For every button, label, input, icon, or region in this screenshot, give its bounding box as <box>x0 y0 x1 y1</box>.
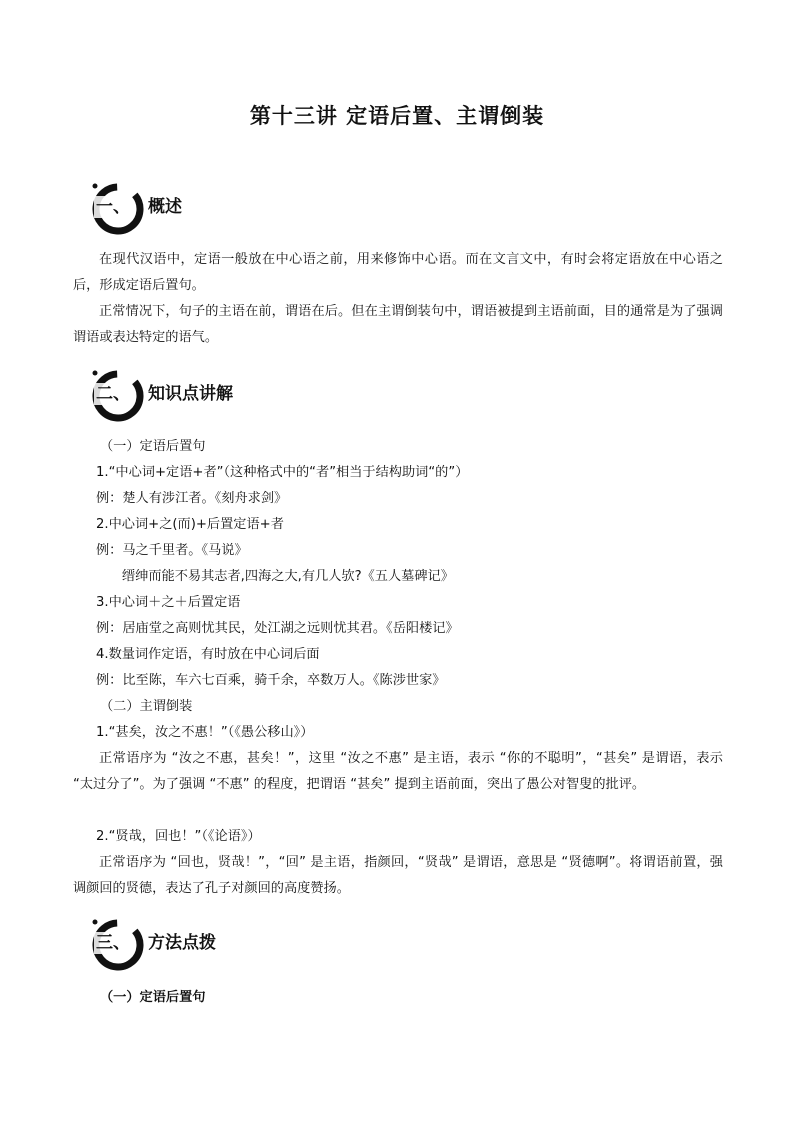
text-line: 1.“甚矣，汝之不惠！”（《愚公移山》） <box>96 725 314 740</box>
subheading: （二）主谓倒装 <box>100 699 193 714</box>
section-title: 方法点拨 <box>148 933 216 953</box>
paragraph: 正常情况下，句子的主语在前，谓语在后。但在主谓倒装句中，谓语被提到主语前面，目的通常是为了强调谓语或表达特定的语气。 <box>73 304 723 345</box>
paragraph: 在现代汉语中，定语一般放在中心语之前，用来修饰中心语。而在文言文中，有时会将定语放在中心语之后，形成定语后置句。 <box>73 252 723 293</box>
subheading: （一）定语后置句 <box>100 439 206 454</box>
subheading: （一）定语后置句 <box>100 990 206 1005</box>
text-line: 1.“中心词+定语+者”（这种格式中的“者”相当于结构助词“的”） <box>96 465 469 480</box>
paragraph: 正常语序为 “回也，贤哉！”，“回” 是主语，指颜回，“贤哉” 是谓语，意思是 “贤德啊”。将谓语前置，强调颜回的贤德，表达了孔子对颜回的高度赞扬。 <box>73 855 723 896</box>
text-line: 2.中心词+之(而)+后置定语+者 <box>96 517 284 532</box>
text-line: 2.“贤哉，回也！”（《论语》） <box>96 829 261 844</box>
section-heading-knowledge <box>86 365 486 425</box>
text-line: 例：居庙堂之高则忧其民，处江湖之远则忧其君。《岳阳楼记》 <box>96 621 459 636</box>
text-line: 例：楚人有涉江者。《刻舟求剑》 <box>96 491 288 506</box>
page-title: 第十三讲 定语后置、主谓倒装 <box>249 104 545 128</box>
section-number: 三、 <box>96 933 130 953</box>
text-line: 例：马之千里者。《马说》 <box>96 543 248 558</box>
paragraph: 正常语序为 “汝之不惠，甚矣！”，这里 “汝之不惠” 是主语，表示 “你的不聪明”，“甚矣” 是谓语，表示 “太过分了”。为了强调 “不惠” 的程度，把谓语 “甚矣” 提到主语前面，突出了愚公对智叟的批评。 <box>73 751 723 792</box>
section-heading-overview <box>86 178 486 238</box>
text-line: 4.数量词作定语，有时放在中心词后面 <box>96 647 320 662</box>
text-line: 3.中心词＋之＋后置定语 <box>96 595 241 610</box>
section-title: 知识点讲解 <box>148 384 233 404</box>
section-number: 二、 <box>96 384 130 404</box>
text-line: 缙绅而能不易其志者,四海之大,有几人欤?《五人墓碑记》 <box>122 569 454 584</box>
text-line: 例：比至陈，车六七百乘，骑千余，卒数万人。《陈涉世家》 <box>96 673 446 688</box>
section-heading-method <box>86 914 486 974</box>
section-number: 一、 <box>96 197 130 217</box>
section-title: 概述 <box>148 197 182 217</box>
